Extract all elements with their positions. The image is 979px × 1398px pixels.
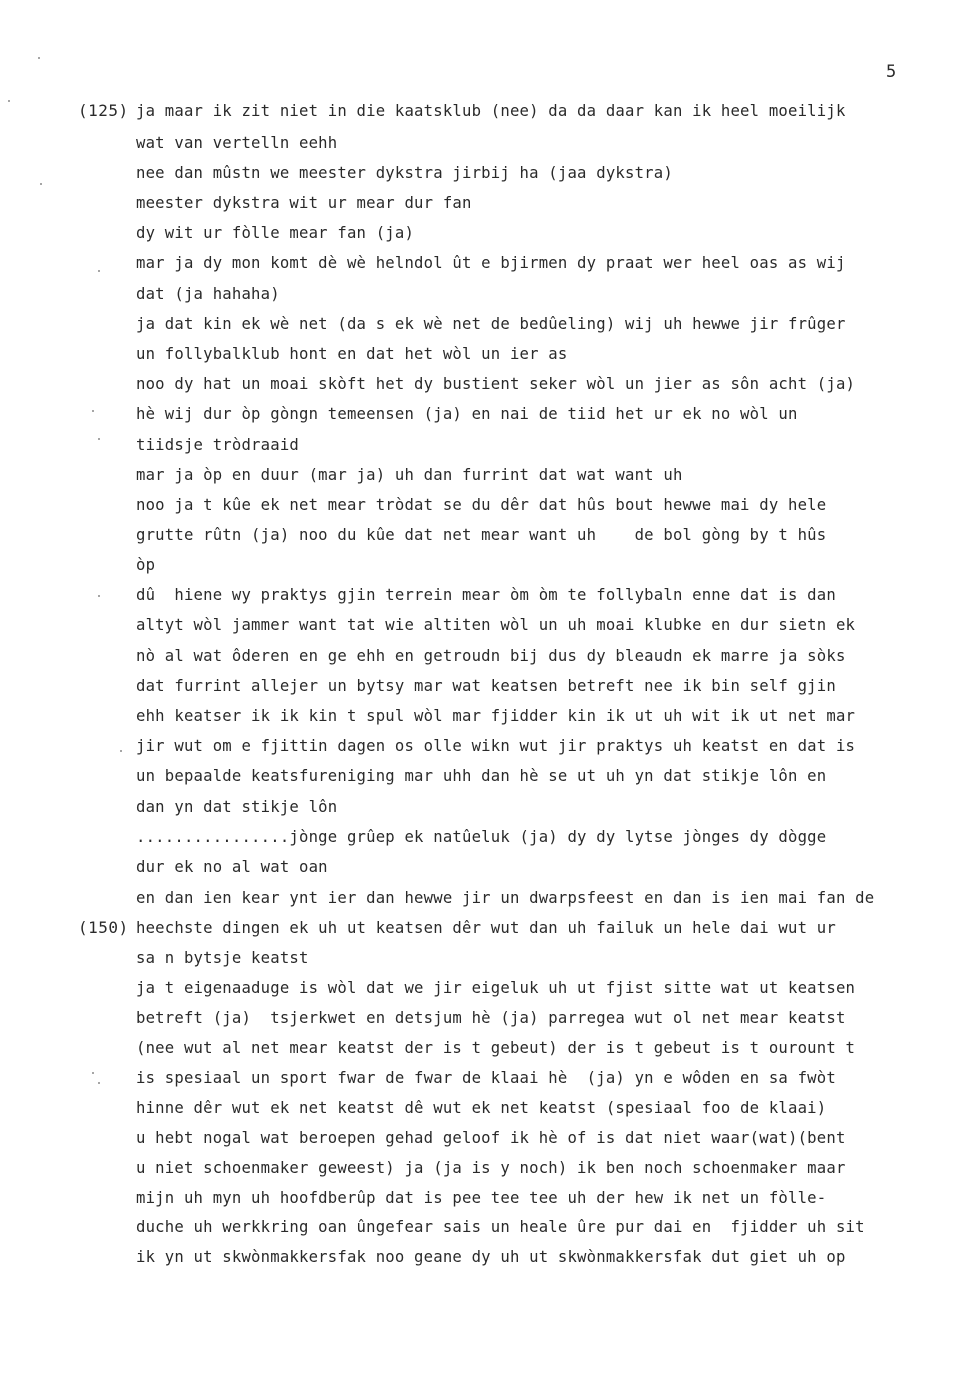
transcript-line: dan yn dat stikje lôn [136,798,338,816]
scan-speck [92,1072,94,1074]
transcript-line: noo ja t kûe ek net mear tròdat se du dêr dat hûs bout hewwe mai dy hele [136,496,827,514]
transcript-line: un bepaalde keatsfureniging mar uhh dan hè se ut uh yn dat stikje lôn en [136,767,827,785]
transcript-line: mar ja dy mon komt dè wè helndol ût e bjirmen dy praat wer heel oas as wij [136,254,846,272]
transcript-line: dy wit ur fòlle mear fan (ja) [136,224,415,242]
transcript-line: dur ek no al wat oan [136,858,328,876]
scan-speck [8,100,10,102]
scan-speck [40,183,42,185]
transcript-line: hinne dêr wut ek net keatst dê wut ek net keatst (spesiaal foo de klaai) [136,1099,827,1117]
transcript-line: duche uh werkkring oan ûngefear sais un heale ûre pur dai en fjidder uh sit [136,1218,865,1236]
transcript-line: dat (ja hahaha) [136,285,280,303]
transcript-line: ehh keatser ik ik kin t spul wòl mar fjidder kin ik ut uh wit ik ut net mar [136,707,856,725]
transcript-line: ik yn ut skwònmakkersfak noo geane dy uh ut skwònmakkersfak dut giet uh op [136,1248,846,1266]
transcript-line: ja dat kin ek wè net (da s ek wè net de bedûeling) wij uh hewwe jir frûger [136,315,846,333]
scan-speck [92,410,94,412]
transcript-line: ja maar ik zit niet in die kaatsklub (nee) da da daar kan ik heel moeilijk [136,102,846,120]
transcript-line: hè wij dur òp gòngn temeensen (ja) en nai de tiid het ur ek no wòl un [136,405,798,423]
scan-speck [98,1082,100,1084]
transcript-line: dû hiene wy praktys gjin terrein mear òm òm te follybaln enne dat is dan [136,586,836,604]
transcript-line: noo dy hat un moai skòft het dy bustient seker wòl un jier as sôn acht (ja) [136,375,856,393]
transcript-line: betreft (ja) tsjerkwet en detsjum hè (ja) parregea wut ol net mear keatst [136,1009,846,1027]
transcript-line: (nee wut al net mear keatst der is t gebeut) der is t gebeut is t ourount t [136,1039,856,1057]
scan-speck [98,595,100,597]
transcript-line: heechste dingen ek uh ut keatsen dêr wut dan uh failuk un hele dai wut ur [136,919,836,937]
transcript-line: nò al wat ôderen en ge ehh en getroudn bij dus dy bleaudn ek marre ja sòks [136,647,846,665]
line-marker-150: (150) [78,918,129,937]
transcript-line: is spesiaal un sport fwar de fwar de klaai hè (ja) yn e wôden en sa fwòt [136,1069,836,1087]
transcript-line: jir wut om e fjittin dagen os olle wikn wut jir praktys uh keatst en dat is [136,737,856,755]
transcript-line: grutte rûtn (ja) noo du kûe dat net mear want uh de bol gòng by t hûs [136,526,827,544]
transcript-line: ................jònge grûep ek natûeluk (ja) dy dy lytse jònges dy dògge [136,828,827,846]
transcript-line: ja t eigenaaduge is wòl dat we jir eigeluk uh ut fjist sitte wat ut keatsen [136,979,856,997]
transcript-line: u hebt nogal wat beroepen gehad geloof ik hè of is dat niet waar(wat)(bent [136,1129,846,1147]
transcript-line: mijn uh myn uh hoofdberûp dat is pee tee tee uh der hew ik net un fòlle- [136,1189,827,1207]
transcript-line: sa n bytsje keatst [136,949,309,967]
page-number: 5 [886,62,897,82]
transcript-line: tiidsje tròdraaid [136,436,299,454]
transcript-line: mar ja òp en duur (mar ja) uh dan furrint dat wat want uh [136,466,683,484]
transcript-line: un follybalklub hont en dat het wòl un ier as [136,345,568,363]
transcript-line: u niet schoenmaker geweest) ja (ja is y noch) ik ben noch schoenmaker maar [136,1159,846,1177]
transcript-line: en dan ien kear ynt ier dan hewwe jir un dwarpsfeest en dan is ien mai fan de [136,889,875,907]
transcript-line: altyt wòl jammer want tat wie altiten wòl un uh moai klubke en dur sietn ek [136,616,856,634]
line-marker-125: (125) [78,101,129,120]
scan-speck [120,750,122,752]
transcript-line: dat furrint allejer un bytsy mar wat keatsen betreft nee ik bin self gjin [136,677,836,695]
scan-speck [98,438,100,440]
transcript-line: òp [136,556,156,574]
transcript-line: wat van vertelln eehh [136,134,338,152]
scan-speck [98,270,100,272]
transcript-line: nee dan mûstn we meester dykstra jirbij ha (jaa dykstra) [136,164,673,182]
transcript-line: meester dykstra wit ur mear dur fan [136,194,472,212]
scan-speck [38,57,40,59]
